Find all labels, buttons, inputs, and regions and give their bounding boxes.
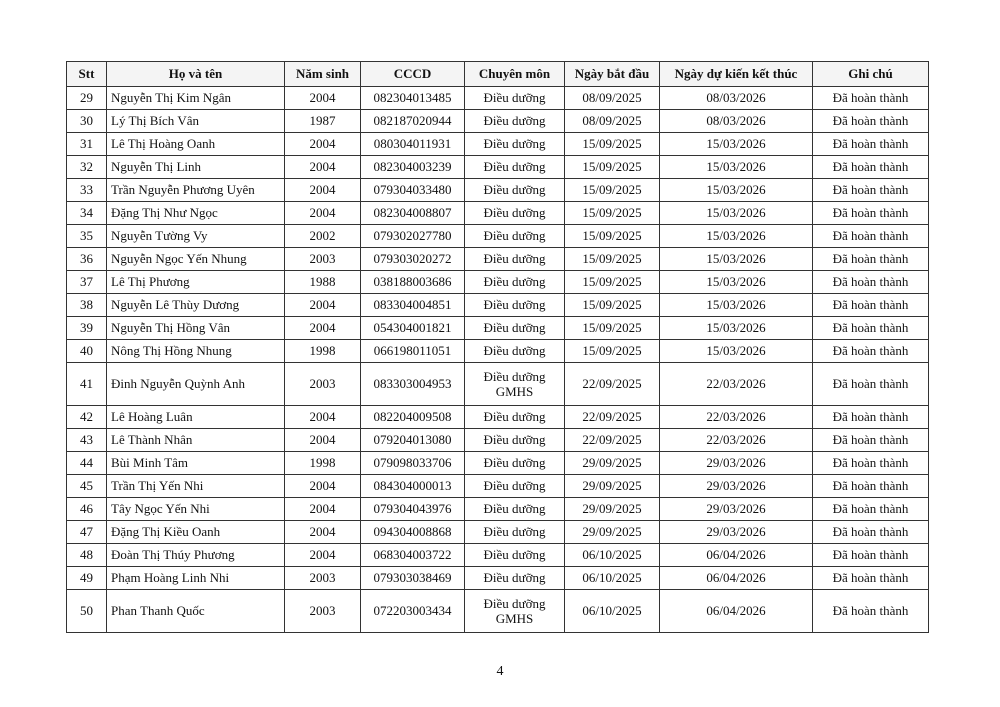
cell-id-number: 079303038469 — [361, 567, 465, 590]
cell-start-date: 08/09/2025 — [565, 110, 660, 133]
cell-full-name: Trần Thị Yến Nhi — [107, 475, 285, 498]
cell-expected-end-date: 22/03/2026 — [660, 363, 813, 406]
cell-expected-end-date: 08/03/2026 — [660, 110, 813, 133]
cell-expected-end-date: 06/04/2026 — [660, 590, 813, 633]
cell-specialty: Điều dưỡng — [465, 452, 565, 475]
cell-specialty: Điều dưỡng — [465, 317, 565, 340]
cell-stt: 47 — [67, 521, 107, 544]
cell-expected-end-date: 29/03/2026 — [660, 498, 813, 521]
cell-stt: 36 — [67, 248, 107, 271]
cell-note: Đã hoàn thành — [813, 363, 929, 406]
cell-specialty: Điều dưỡng GMHS — [465, 363, 565, 406]
cell-note: Đã hoàn thành — [813, 452, 929, 475]
cell-start-date: 08/09/2025 — [565, 87, 660, 110]
cell-birth-year: 2004 — [285, 544, 361, 567]
cell-stt: 35 — [67, 225, 107, 248]
header-note: Ghi chú — [813, 62, 929, 87]
cell-id-number: 079304043976 — [361, 498, 465, 521]
header-expected-end-date: Ngày dự kiến kết thúc — [660, 62, 813, 87]
cell-note: Đã hoàn thành — [813, 521, 929, 544]
cell-specialty: Điều dưỡng — [465, 271, 565, 294]
cell-specialty: Điều dưỡng — [465, 475, 565, 498]
cell-birth-year: 2004 — [285, 179, 361, 202]
cell-id-number: 068304003722 — [361, 544, 465, 567]
cell-start-date: 22/09/2025 — [565, 363, 660, 406]
cell-expected-end-date: 29/03/2026 — [660, 521, 813, 544]
table-row — [67, 521, 929, 544]
cell-note: Đã hoàn thành — [813, 340, 929, 363]
cell-full-name: Lê Thị Phương — [107, 271, 285, 294]
cell-specialty: Điều dưỡng — [465, 156, 565, 179]
cell-specialty: Điều dưỡng — [465, 110, 565, 133]
cell-start-date: 22/09/2025 — [565, 429, 660, 452]
cell-expected-end-date: 06/04/2026 — [660, 544, 813, 567]
cell-full-name: Nguyễn Thị Hồng Vân — [107, 317, 285, 340]
cell-specialty: Điều dưỡng — [465, 202, 565, 225]
cell-id-number: 079302027780 — [361, 225, 465, 248]
cell-stt: 33 — [67, 179, 107, 202]
cell-start-date: 06/10/2025 — [565, 544, 660, 567]
cell-expected-end-date: 06/04/2026 — [660, 567, 813, 590]
cell-expected-end-date: 08/03/2026 — [660, 87, 813, 110]
cell-full-name: Nguyễn Thị Linh — [107, 156, 285, 179]
cell-birth-year: 2002 — [285, 225, 361, 248]
cell-note: Đã hoàn thành — [813, 156, 929, 179]
table-body — [67, 87, 929, 633]
cell-note: Đã hoàn thành — [813, 567, 929, 590]
cell-expected-end-date: 15/03/2026 — [660, 225, 813, 248]
table-row — [67, 110, 929, 133]
cell-id-number: 082304008807 — [361, 202, 465, 225]
cell-full-name: Đinh Nguyễn Quỳnh Anh — [107, 363, 285, 406]
cell-start-date: 15/09/2025 — [565, 179, 660, 202]
cell-expected-end-date: 15/03/2026 — [660, 248, 813, 271]
table-row — [67, 133, 929, 156]
cell-birth-year: 2004 — [285, 133, 361, 156]
cell-id-number: 083304004851 — [361, 294, 465, 317]
cell-birth-year: 2003 — [285, 567, 361, 590]
cell-start-date: 29/09/2025 — [565, 521, 660, 544]
cell-expected-end-date: 15/03/2026 — [660, 156, 813, 179]
cell-start-date: 15/09/2025 — [565, 294, 660, 317]
cell-full-name: Phạm Hoàng Linh Nhi — [107, 567, 285, 590]
cell-birth-year: 1988 — [285, 271, 361, 294]
table-row — [67, 475, 929, 498]
cell-id-number: 082304013485 — [361, 87, 465, 110]
table-row — [67, 225, 929, 248]
cell-note: Đã hoàn thành — [813, 87, 929, 110]
cell-expected-end-date: 15/03/2026 — [660, 179, 813, 202]
cell-note: Đã hoàn thành — [813, 271, 929, 294]
cell-specialty: Điều dưỡng — [465, 406, 565, 429]
cell-id-number: 094304008868 — [361, 521, 465, 544]
cell-stt: 37 — [67, 271, 107, 294]
cell-note: Đã hoàn thành — [813, 225, 929, 248]
cell-birth-year: 2004 — [285, 294, 361, 317]
cell-full-name: Trần Nguyễn Phương Uyên — [107, 179, 285, 202]
cell-stt: 32 — [67, 156, 107, 179]
cell-id-number: 038188003686 — [361, 271, 465, 294]
cell-stt: 29 — [67, 87, 107, 110]
header-stt: Stt — [67, 62, 107, 87]
cell-birth-year: 2004 — [285, 406, 361, 429]
cell-start-date: 15/09/2025 — [565, 156, 660, 179]
cell-full-name: Nguyễn Ngọc Yến Nhung — [107, 248, 285, 271]
cell-birth-year: 1998 — [285, 340, 361, 363]
cell-id-number: 072203003434 — [361, 590, 465, 633]
header-birth-year: Năm sinh — [285, 62, 361, 87]
cell-expected-end-date: 15/03/2026 — [660, 317, 813, 340]
cell-stt: 46 — [67, 498, 107, 521]
table-row — [67, 567, 929, 590]
cell-specialty: Điều dưỡng — [465, 225, 565, 248]
cell-stt: 44 — [67, 452, 107, 475]
cell-id-number: 082204009508 — [361, 406, 465, 429]
cell-note: Đã hoàn thành — [813, 475, 929, 498]
cell-note: Đã hoàn thành — [813, 294, 929, 317]
table-row — [67, 271, 929, 294]
cell-birth-year: 2004 — [285, 521, 361, 544]
cell-full-name: Đặng Thị Kiều Oanh — [107, 521, 285, 544]
cell-full-name: Lê Thành Nhân — [107, 429, 285, 452]
cell-full-name: Lê Thị Hoàng Oanh — [107, 133, 285, 156]
cell-note: Đã hoàn thành — [813, 179, 929, 202]
cell-specialty: Điều dưỡng — [465, 498, 565, 521]
table-row — [67, 590, 929, 633]
cell-id-number: 054304001821 — [361, 317, 465, 340]
cell-note: Đã hoàn thành — [813, 133, 929, 156]
cell-note: Đã hoàn thành — [813, 110, 929, 133]
cell-start-date: 06/10/2025 — [565, 567, 660, 590]
header-row — [67, 62, 929, 87]
cell-stt: 50 — [67, 590, 107, 633]
table-row — [67, 429, 929, 452]
cell-birth-year: 2004 — [285, 498, 361, 521]
cell-stt: 30 — [67, 110, 107, 133]
table-row — [67, 452, 929, 475]
header-specialty: Chuyên môn — [465, 62, 565, 87]
cell-start-date: 22/09/2025 — [565, 406, 660, 429]
cell-id-number: 079303020272 — [361, 248, 465, 271]
cell-full-name: Bùi Minh Tâm — [107, 452, 285, 475]
cell-id-number: 080304011931 — [361, 133, 465, 156]
table-row — [67, 248, 929, 271]
cell-expected-end-date: 15/03/2026 — [660, 133, 813, 156]
cell-full-name: Đặng Thị Như Ngọc — [107, 202, 285, 225]
header-id-number: CCCD — [361, 62, 465, 87]
cell-expected-end-date: 29/03/2026 — [660, 475, 813, 498]
cell-stt: 40 — [67, 340, 107, 363]
cell-birth-year: 2004 — [285, 87, 361, 110]
cell-start-date: 15/09/2025 — [565, 271, 660, 294]
cell-note: Đã hoàn thành — [813, 544, 929, 567]
cell-id-number: 079204013080 — [361, 429, 465, 452]
cell-birth-year: 1987 — [285, 110, 361, 133]
cell-stt: 45 — [67, 475, 107, 498]
table-row — [67, 156, 929, 179]
cell-birth-year: 2004 — [285, 156, 361, 179]
cell-stt: 41 — [67, 363, 107, 406]
cell-full-name: Phan Thanh Quốc — [107, 590, 285, 633]
cell-expected-end-date: 15/03/2026 — [660, 294, 813, 317]
page-number: 4 — [496, 664, 504, 679]
cell-specialty: Điều dưỡng — [465, 133, 565, 156]
cell-birth-year: 2003 — [285, 590, 361, 633]
table-row — [67, 317, 929, 340]
cell-stt: 39 — [67, 317, 107, 340]
cell-start-date: 15/09/2025 — [565, 340, 660, 363]
cell-stt: 43 — [67, 429, 107, 452]
cell-expected-end-date: 22/03/2026 — [660, 406, 813, 429]
cell-note: Đã hoàn thành — [813, 406, 929, 429]
cell-id-number: 082304003239 — [361, 156, 465, 179]
trainee-table — [66, 61, 929, 633]
cell-expected-end-date: 15/03/2026 — [660, 340, 813, 363]
cell-birth-year: 2004 — [285, 429, 361, 452]
table-row — [67, 179, 929, 202]
cell-specialty: Điều dưỡng — [465, 429, 565, 452]
cell-start-date: 15/09/2025 — [565, 202, 660, 225]
cell-id-number: 082187020944 — [361, 110, 465, 133]
cell-specialty: Điều dưỡng — [465, 521, 565, 544]
cell-note: Đã hoàn thành — [813, 429, 929, 452]
cell-full-name: Nguyễn Lê Thùy Dương — [107, 294, 285, 317]
table-row — [67, 294, 929, 317]
table-row — [67, 202, 929, 225]
cell-full-name: Nguyễn Thị Kim Ngân — [107, 87, 285, 110]
cell-start-date: 06/10/2025 — [565, 590, 660, 633]
cell-note: Đã hoàn thành — [813, 317, 929, 340]
table-row — [67, 544, 929, 567]
cell-stt: 38 — [67, 294, 107, 317]
table-row — [67, 363, 929, 406]
cell-start-date: 29/09/2025 — [565, 498, 660, 521]
cell-start-date: 15/09/2025 — [565, 248, 660, 271]
cell-specialty: Điều dưỡng — [465, 544, 565, 567]
cell-specialty: Điều dưỡng — [465, 179, 565, 202]
cell-full-name: Đoàn Thị Thúy Phương — [107, 544, 285, 567]
cell-full-name: Lý Thị Bích Vân — [107, 110, 285, 133]
cell-specialty: Điều dưỡng — [465, 340, 565, 363]
table-row — [67, 87, 929, 110]
cell-expected-end-date: 29/03/2026 — [660, 452, 813, 475]
cell-note: Đã hoàn thành — [813, 498, 929, 521]
header-full-name: Họ và tên — [107, 62, 285, 87]
cell-specialty: Điều dưỡng GMHS — [465, 590, 565, 633]
cell-id-number: 066198011051 — [361, 340, 465, 363]
cell-id-number: 079098033706 — [361, 452, 465, 475]
header-start-date: Ngày bắt đầu — [565, 62, 660, 87]
cell-id-number: 083303004953 — [361, 363, 465, 406]
cell-birth-year: 2004 — [285, 317, 361, 340]
cell-note: Đã hoàn thành — [813, 202, 929, 225]
cell-birth-year: 2004 — [285, 475, 361, 498]
table-row — [67, 406, 929, 429]
table-row — [67, 498, 929, 521]
cell-specialty: Điều dưỡng — [465, 248, 565, 271]
cell-full-name: Nguyễn Tường Vy — [107, 225, 285, 248]
cell-stt: 49 — [67, 567, 107, 590]
cell-start-date: 15/09/2025 — [565, 317, 660, 340]
cell-stt: 34 — [67, 202, 107, 225]
cell-expected-end-date: 15/03/2026 — [660, 202, 813, 225]
cell-birth-year: 2003 — [285, 248, 361, 271]
cell-note: Đã hoàn thành — [813, 248, 929, 271]
cell-full-name: Lê Hoàng Luân — [107, 406, 285, 429]
cell-start-date: 29/09/2025 — [565, 452, 660, 475]
cell-start-date: 15/09/2025 — [565, 225, 660, 248]
cell-expected-end-date: 22/03/2026 — [660, 429, 813, 452]
cell-specialty: Điều dưỡng — [465, 294, 565, 317]
cell-birth-year: 2004 — [285, 202, 361, 225]
cell-id-number: 079304033480 — [361, 179, 465, 202]
cell-stt: 42 — [67, 406, 107, 429]
cell-specialty: Điều dưỡng — [465, 567, 565, 590]
cell-full-name: Tây Ngọc Yến Nhi — [107, 498, 285, 521]
cell-birth-year: 1998 — [285, 452, 361, 475]
cell-birth-year: 2003 — [285, 363, 361, 406]
table-row — [67, 340, 929, 363]
cell-expected-end-date: 15/03/2026 — [660, 271, 813, 294]
cell-stt: 31 — [67, 133, 107, 156]
cell-stt: 48 — [67, 544, 107, 567]
cell-full-name: Nông Thị Hồng Nhung — [107, 340, 285, 363]
cell-id-number: 084304000013 — [361, 475, 465, 498]
cell-specialty: Điều dưỡng — [465, 87, 565, 110]
cell-start-date: 29/09/2025 — [565, 475, 660, 498]
cell-start-date: 15/09/2025 — [565, 133, 660, 156]
cell-note: Đã hoàn thành — [813, 590, 929, 633]
